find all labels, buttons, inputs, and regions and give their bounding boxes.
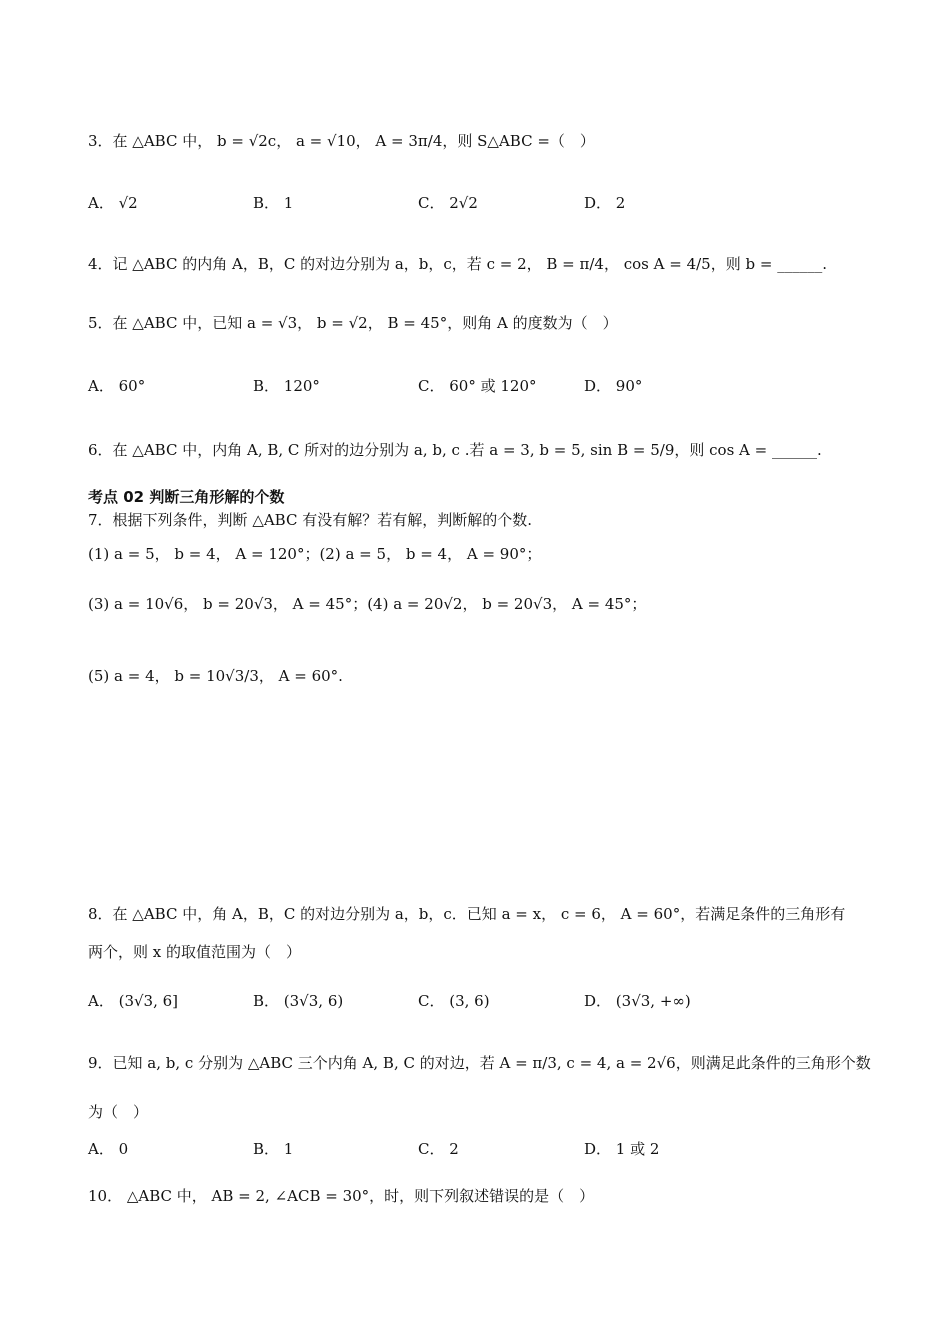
question-9-option-b: B． 1 <box>253 1140 294 1158</box>
question-4-stem: 4．记 △ABC 的内角 A，B，C 的对边分别为 a，b，c，若 c = 2， B = π/4， cos A = 4/5，则 b = ______. <box>88 255 827 273</box>
question-5-option-b: B． 120° <box>253 377 320 395</box>
question-9-option-a: A． 0 <box>88 1140 129 1158</box>
question-8-option-b: B． (3√3, 6) <box>253 992 344 1010</box>
question-9-option-d: D． 1 或 2 <box>584 1140 660 1158</box>
question-3-option-c: C． 2√2 <box>418 194 478 212</box>
question-8-stem-2: 两个，则 x 的取值范围为（ ） <box>88 943 301 961</box>
question-3-option-b: B． 1 <box>253 194 294 212</box>
question-7-line-3: (5) a = 4， b = 10√3/3， A = 60°. <box>88 667 343 685</box>
question-9-stem-1: 9．已知 a, b, c 分别为 △ABC 三个内角 A, B, C 的对边，若 A = π/3, c = 4, a = 2√6，则满足此条件的三角形个数 <box>88 1054 871 1072</box>
question-5-option-d: D． 90° <box>584 377 643 395</box>
question-3-stem: 3．在 △ABC 中， b = √2c， a = √10， A = 3π/4，则 S△ABC =（ ） <box>88 132 595 150</box>
question-5-stem: 5．在 △ABC 中，已知 a = √3， b = √2， B = 45°，则角 A 的度数为（ ） <box>88 314 618 332</box>
question-8-option-d: D． (3√3, +∞) <box>584 992 691 1010</box>
question-10-stem: 10． △ABC 中， AB = 2, ∠ACB = 30°，时，则下列叙述错误的是（ ） <box>88 1187 595 1205</box>
question-3-option-a: A． √2 <box>88 194 138 212</box>
section-heading: 考点 02 判断三角形解的个数 <box>88 488 285 506</box>
question-8-option-a: A． (3√3, 6] <box>88 992 179 1010</box>
question-5-option-c: C． 60° 或 120° <box>418 377 537 395</box>
question-9-stem-2: 为（ ） <box>88 1103 149 1121</box>
question-3-option-d: D． 2 <box>584 194 626 212</box>
question-7-stem: 7．根据下列条件，判断 △ABC 有没有解？若有解，判断解的个数. <box>88 511 532 529</box>
question-5-option-a: A． 60° <box>88 377 146 395</box>
question-6-stem: 6．在 △ABC 中，内角 A, B, C 所对的边分别为 a, b, c .若 a = 3, b = 5, sin B = 5/9，则 cos A = ______. <box>88 441 822 459</box>
question-8-option-c: C． (3, 6) <box>418 992 490 1010</box>
question-9-option-c: C． 2 <box>418 1140 459 1158</box>
question-8-stem-1: 8．在 △ABC 中，角 A，B，C 的对边分别为 a，b，c．已知 a = x， c = 6， A = 60°，若满足条件的三角形有 <box>88 905 846 923</box>
question-7-line-2: (3) a = 10√6， b = 20√3， A = 45°；(4) a = 20√2， b = 20√3， A = 45°； <box>88 595 647 613</box>
question-7-line-1: (1) a = 5， b = 4， A = 120°；(2) a = 5， b = 4， A = 90°； <box>88 545 542 563</box>
